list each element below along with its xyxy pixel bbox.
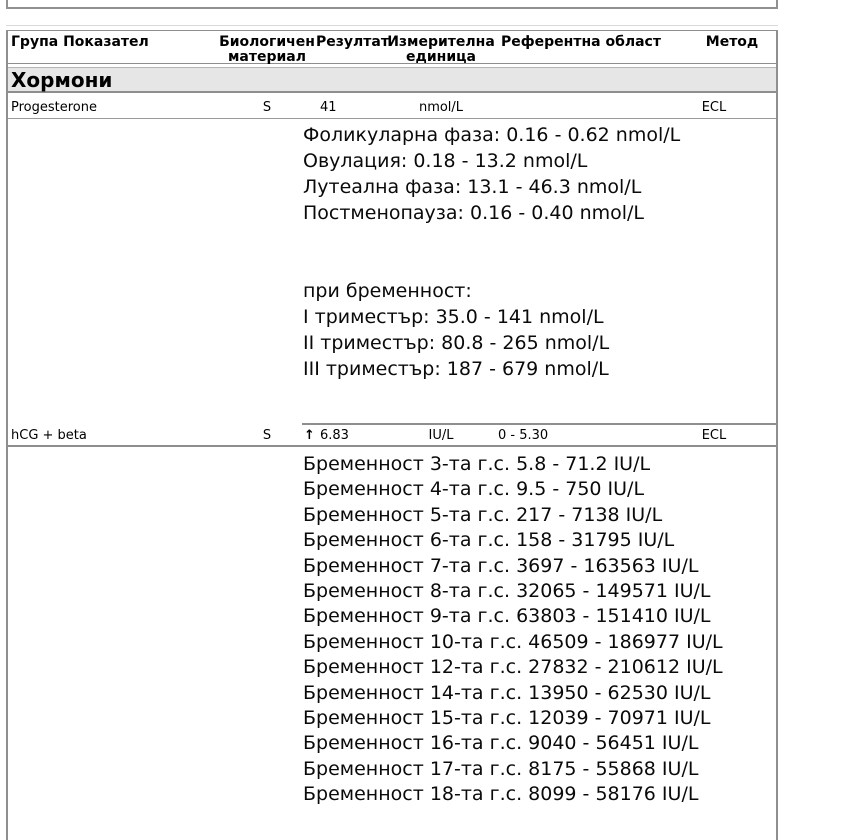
reference-line: Бременност 3-та г.с. 5.8 - 71.2 IU/L (303, 453, 651, 475)
analyte-name: Progesterone (11, 100, 97, 115)
header-result: Резултат (316, 34, 389, 50)
reference-line: I триместър: 35.0 - 141 nmol/L (303, 306, 604, 328)
reference-line: Бременност 12-та г.с. 27832 - 210612 IU/L (303, 656, 723, 679)
header-method: Метод (705, 34, 759, 50)
reference-line: Бременност 6-та г.с. 158 - 31795 IU/L (303, 529, 675, 552)
table-row-hcg-beta (8, 425, 776, 447)
reference-line (303, 252, 772, 278)
group-header-hormones (8, 67, 776, 93)
material-value: S (262, 100, 272, 115)
reference-line: Бременност 4-та г.с. 9.5 - 750 IU/L (303, 478, 645, 501)
other-data-box (6, 0, 778, 9)
reference-line: Бременност 14-та г.с. 13950 - 62530 IU/L (303, 681, 711, 704)
table-header-row (8, 31, 776, 64)
unit-value: IU/L (428, 428, 454, 443)
reference-line (303, 226, 772, 252)
analyte-name: hCG + beta (11, 428, 87, 443)
reference-line: Бременност 10-та г.с. 46509 - 186977 IU/L (303, 630, 723, 653)
unit-value: nmol/L (418, 100, 464, 115)
table-row-progesterone (8, 96, 776, 119)
reference-line: Постменопауза: 0.16 - 0.40 nmol/L (303, 202, 645, 224)
reference-line: Бременност 18-та г.с. 8099 - 58176 IU/L (303, 783, 699, 806)
result-number: 6.83 (320, 428, 349, 443)
header-biological-material-line1: Биологичен (219, 34, 315, 50)
header-reference-range: Референтна област (501, 34, 661, 50)
result-value (304, 425, 349, 446)
header-measurement-unit (386, 35, 496, 65)
reference-line: Бременност 9-та г.с. 63803 - 151410 IU/L (303, 605, 711, 628)
reference-line: Бременност 17-та г.с. 8175 - 55868 IU/L (303, 757, 699, 780)
divider-line (6, 25, 778, 26)
reference-line: Бременност 8-та г.с. 32065 - 149571 IU/L (303, 580, 711, 603)
header-biological-material-line2: материал (227, 49, 307, 65)
header-measurement-unit-line1: Измерителна (387, 34, 495, 50)
high-flag-arrow-icon: ↑ (304, 428, 315, 443)
reference-line: Бременност 5-та г.с. 217 - 7138 IU/L (303, 503, 663, 526)
reference-line: Бременност 7-та г.с. 3697 - 163563 IU/L (303, 554, 699, 577)
reference-value: 0 - 5.30 (498, 428, 549, 443)
reference-line: Овулация: 0.18 - 13.2 nmol/L (303, 150, 588, 172)
reference-line: Лутеална фаза: 13.1 - 46.3 nmol/L (303, 176, 642, 198)
header-biological-material (212, 35, 322, 65)
reference-details-hcg (303, 449, 772, 808)
reference-line: Бременност 15-та г.с. 12039 - 70971 IU/L (303, 707, 711, 730)
reference-line: Бременност 16-та г.с. 9040 - 56451 IU/L (303, 732, 699, 755)
results-table (6, 30, 778, 840)
method-value: ECL (701, 100, 727, 115)
result-value (304, 96, 337, 119)
reference-line: II триместър: 80.8 - 265 nmol/L (303, 332, 610, 354)
reference-line: Фоликуларна фаза: 0.16 - 0.62 nmol/L (303, 124, 681, 146)
header-group-indicator: Група Показател (11, 34, 149, 50)
reference-details-progesterone (303, 120, 772, 382)
group-header-label: Хормони (11, 68, 113, 92)
method-value: ECL (701, 428, 727, 443)
header-measurement-unit-line2: единица (406, 49, 476, 65)
result-number: 41 (320, 100, 337, 115)
material-value: S (262, 428, 272, 443)
reference-line: при бременност: (303, 280, 472, 302)
reference-line: III триместър: 187 - 679 nmol/L (303, 358, 609, 380)
